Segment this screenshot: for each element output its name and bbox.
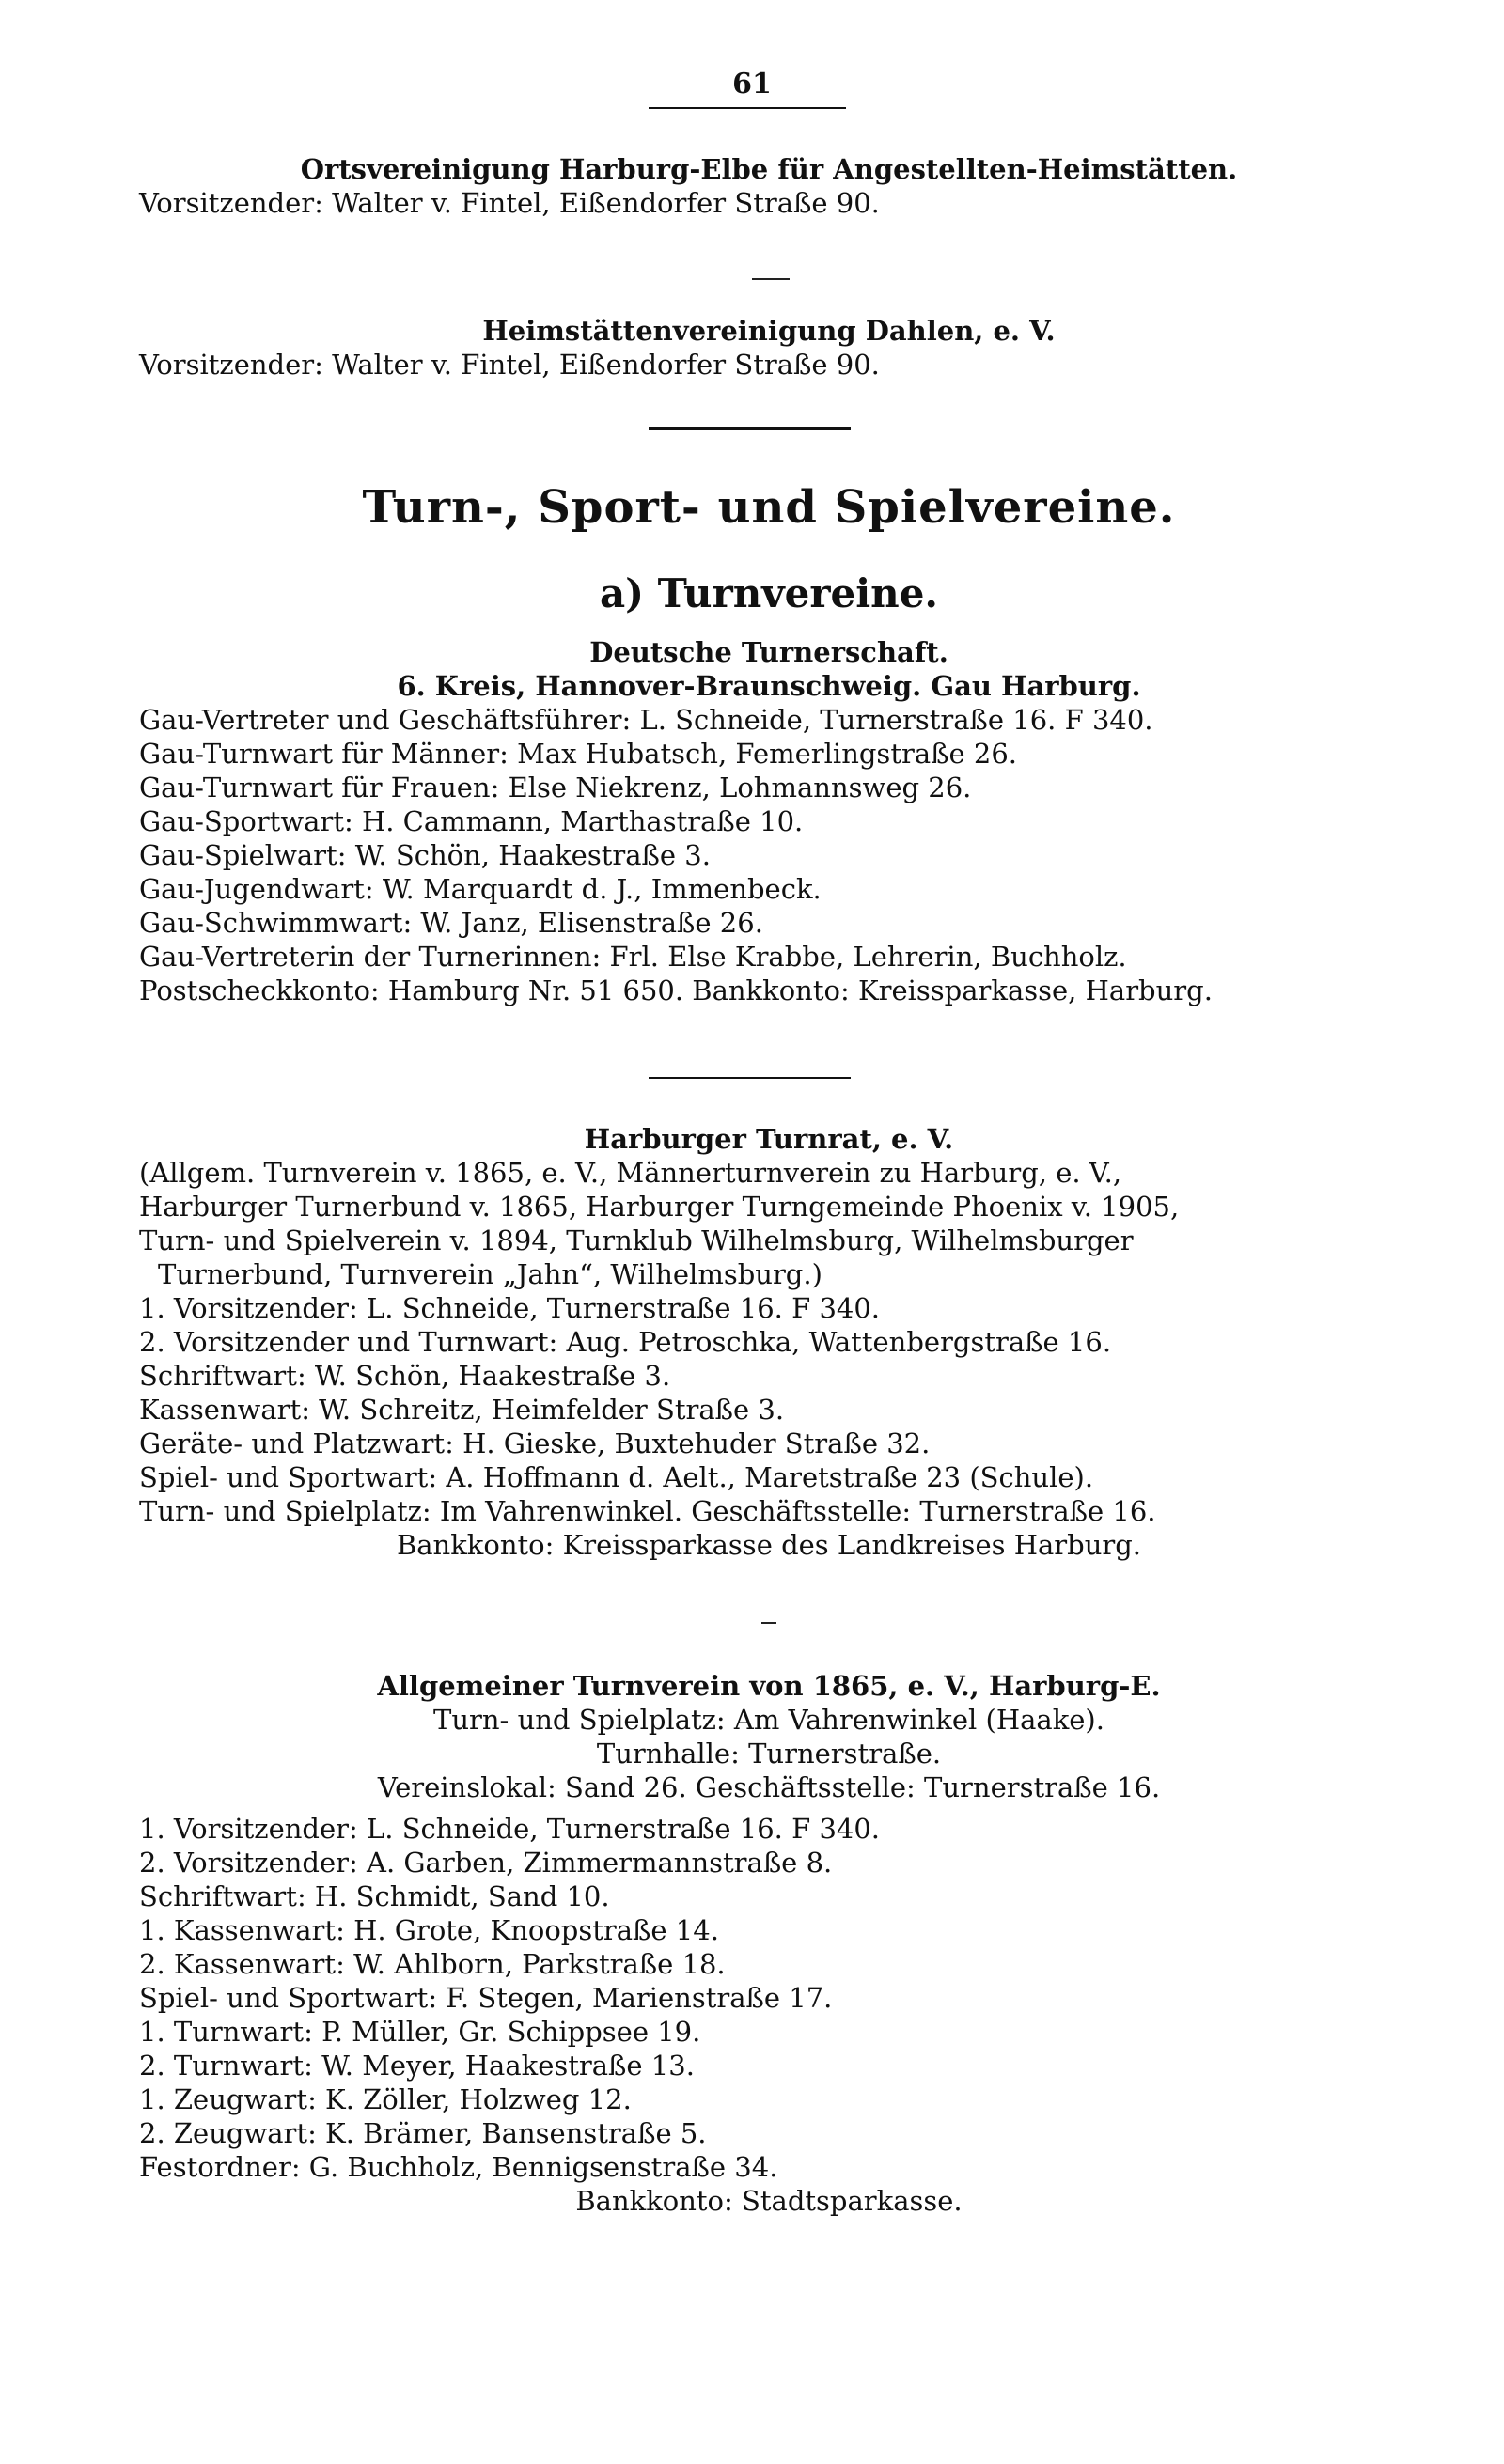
entry-line: 1. Vorsitzender: L. Schneide, Turnerstraße 16. F 340.	[139, 1813, 881, 1845]
member-line: (Allgem. Turnverein v. 1865, e. V., Männerturnverein zu Harburg, e. V.,	[139, 1157, 1122, 1189]
entry-line: Spiel- und Sportwart: F. Stegen, Marienstraße 17.	[139, 1982, 833, 2014]
section-subtitle: 6. Kreis, Hannover-Braunschweig. Gau Harburg.	[397, 670, 1141, 702]
member-line: Harburger Turnerbund v. 1865, Harburger Turngemeinde Phoenix v. 1905,	[139, 1191, 1180, 1223]
entry-line: Geräte- und Platzwart: H. Gieske, Buxtehuder Straße 32.	[139, 1427, 931, 1459]
entry-line: 2. Vorsitzender und Turnwart: Aug. Petroschka, Wattenbergstraße 16.	[139, 1326, 1112, 1358]
chairman-line: Vorsitzender: Walter v. Fintel, Eißendorfer Straße 90.	[139, 187, 880, 219]
member-line: Turn- und Spielverein v. 1894, Turnklub Wilhelmsburg, Wilhelmsburger	[139, 1224, 1134, 1256]
entry-line: 2. Turnwart: W. Meyer, Haakestraße 13.	[139, 2050, 695, 2082]
section-title: Allgemeiner Turnverein von 1865, e. V., Harburg-E.	[377, 1670, 1161, 1702]
separator-dash	[752, 278, 790, 280]
section-ortsvereinigung	[139, 152, 1399, 220]
separator-dash	[761, 1622, 776, 1624]
entry-line: 1. Kassenwart: H. Grote, Knoopstraße 14.	[139, 1914, 719, 1946]
info-line: Turnhalle: Turnerstraße.	[596, 1738, 942, 1770]
entry-line: Gau-Jugendwart: W. Marquardt d. J., Immenbeck.	[139, 873, 822, 905]
entry-line: 1. Zeugwart: K. Zöller, Holzweg 12.	[139, 2083, 632, 2115]
entry-line: Gau-Turnwart für Frauen: Else Niekrenz, Lohmannsweg 26.	[139, 772, 972, 803]
section-title: Ortsvereinigung Harburg-Elbe für Angestellten-Heimstätten.	[300, 153, 1238, 185]
main-heading-block	[139, 479, 1399, 536]
info-line: Turn- und Spielplatz: Am Vahrenwinkel (Haake).	[433, 1704, 1104, 1736]
sub-heading-block	[139, 569, 1399, 618]
entry-line: Gau-Vertreter und Geschäftsführer: L. Schneide, Turnerstraße 16. F 340.	[139, 704, 1153, 736]
entry-line: 2. Vorsitzender: A. Garben, Zimmermannstraße 8.	[139, 1847, 833, 1879]
section-rule	[649, 427, 851, 430]
entry-line: Gau-Schwimmwart: W. Janz, Elisenstraße 26.	[139, 907, 763, 939]
section-title: Heimstättenvereinigung Dahlen, e. V.	[482, 315, 1056, 347]
section-turnerschaft	[139, 635, 1399, 1007]
entry-line: 2. Zeugwart: K. Brämer, Bansenstraße 5.	[139, 2117, 707, 2149]
main-heading: Turn-, Sport- und Spielvereine.	[362, 481, 1176, 534]
section-heimstaetten	[139, 314, 1399, 382]
entry-line: Turn- und Spielplatz: Im Vahrenwinkel. Geschäftsstelle: Turnerstraße 16.	[139, 1495, 1156, 1527]
section-title: Harburger Turnrat, e. V.	[584, 1123, 954, 1155]
entry-line: 1. Vorsitzender: L. Schneide, Turnerstraße 16. F 340.	[139, 1292, 881, 1324]
bank-line: Bankkonto: Stadtsparkasse.	[575, 2185, 963, 2217]
entry-line: Kassenwart: W. Schreitz, Heimfelder Straße 3.	[139, 1394, 785, 1426]
entry-line: 2. Kassenwart: W. Ahlborn, Parkstraße 18.	[139, 1948, 726, 1980]
bank-line: Bankkonto: Kreissparkasse des Landkreises Harburg.	[396, 1529, 1142, 1561]
section-allg-turnverein	[139, 1669, 1399, 2218]
info-line: Vereinslokal: Sand 26. Geschäftsstelle: Turnerstraße 16.	[377, 1771, 1161, 1803]
header-rule	[649, 107, 846, 109]
sub-heading: a) Turnvereine.	[599, 570, 939, 616]
chairman-line: Vorsitzender: Walter v. Fintel, Eißendorfer Straße 90.	[139, 349, 880, 381]
entry-line: Gau-Vertreterin der Turnerinnen: Frl. Else Krabbe, Lehrerin, Buchholz.	[139, 941, 1127, 973]
entry-line: Gau-Sportwart: H. Cammann, Marthastraße 10.	[139, 805, 804, 837]
entry-line: Gau-Turnwart für Männer: Max Hubatsch, Femerlingstraße 26.	[139, 738, 1017, 770]
entry-line: Postscheckkonto: Hamburg Nr. 51 650. Bankkonto: Kreissparkasse, Harburg.	[139, 975, 1213, 1006]
member-line: Turnerbund, Turnverein „Jahn“, Wilhelmsburg.)	[158, 1258, 822, 1290]
entry-line: Gau-Spielwart: W. Schön, Haakestraße 3.	[139, 839, 711, 871]
entry-line: Schriftwart: H. Schmidt, Sand 10.	[139, 1880, 610, 1912]
entry-line: Schriftwart: W. Schön, Haakestraße 3.	[139, 1360, 671, 1392]
section-rule	[649, 1077, 851, 1079]
section-turnrat	[139, 1122, 1399, 1562]
entry-line: Festordner: G. Buchholz, Bennigsenstraße 34.	[139, 2151, 778, 2183]
entry-line: 1. Turnwart: P. Müller, Gr. Schippsee 19.	[139, 2016, 701, 2048]
entry-line: Spiel- und Sportwart: A. Hoffmann d. Aelt., Maretstraße 23 (Schule).	[139, 1461, 1094, 1493]
page-number: 61	[732, 68, 772, 101]
section-title: Deutsche Turnerschaft.	[589, 636, 948, 668]
